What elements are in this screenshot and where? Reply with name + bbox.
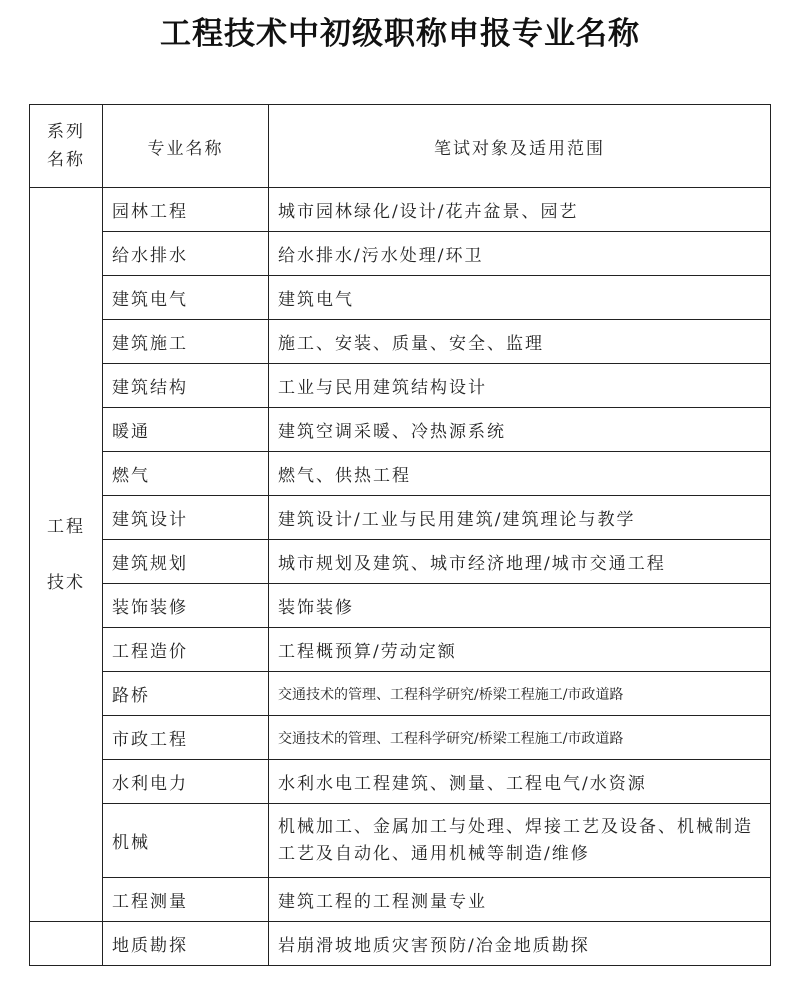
table-row	[30, 276, 771, 320]
scope-cell: 工程概预算/劳动定额	[269, 628, 771, 672]
table-row	[30, 672, 771, 716]
table-row	[30, 364, 771, 408]
header-major: 专业名称	[103, 105, 269, 188]
header-series	[30, 105, 103, 188]
table-row	[30, 628, 771, 672]
major-cell: 建筑规划	[103, 540, 269, 584]
major-cell: 建筑设计	[103, 496, 269, 540]
major-cell: 暖通	[103, 408, 269, 452]
scope-cell: 施工、安装、质量、安全、监理	[269, 320, 771, 364]
series-line2: 技术	[47, 572, 85, 593]
scope-cell: 建筑空调采暖、冷热源系统	[269, 408, 771, 452]
major-cell: 给水排水	[103, 232, 269, 276]
page-title: 工程技术中初级职称申报专业名称	[160, 16, 640, 52]
series-line1: 工程	[47, 516, 85, 537]
major-cell: 建筑电气	[103, 276, 269, 320]
table-row	[30, 584, 771, 628]
header-scope: 笔试对象及适用范围	[269, 105, 771, 188]
scope-cell: 城市规划及建筑、城市经济地理/城市交通工程	[269, 540, 771, 584]
table-row	[30, 716, 771, 760]
scope-cell: 工业与民用建筑结构设计	[269, 364, 771, 408]
major-cell: 路桥	[103, 672, 269, 716]
table-row	[30, 452, 771, 496]
major-cell: 地质勘探	[103, 922, 269, 966]
series-cell	[30, 188, 103, 922]
scope-cell: 机械加工、金属加工与处理、焊接工艺及设备、机械制造工艺及自动化、通用机械等制造/维修	[269, 804, 771, 878]
scope-cell: 交通技术的管理、工程科学研究/桥梁工程施工/市政道路	[269, 716, 771, 760]
scope-cell: 给水排水/污水处理/环卫	[269, 232, 771, 276]
major-cell: 机械	[103, 804, 269, 878]
major-cell: 装饰装修	[103, 584, 269, 628]
header-row	[30, 105, 771, 188]
scope-cell: 岩崩滑坡地质灾害预防/冶金地质勘探	[269, 922, 771, 966]
table-row	[30, 760, 771, 804]
major-cell: 市政工程	[103, 716, 269, 760]
scope-cell: 交通技术的管理、工程科学研究/桥梁工程施工/市政道路	[269, 672, 771, 716]
major-cell: 园林工程	[103, 188, 269, 232]
majors-table	[29, 104, 771, 966]
series-cell-empty	[30, 922, 103, 966]
major-cell: 工程测量	[103, 878, 269, 922]
scope-cell: 装饰装修	[269, 584, 771, 628]
scope-cell: 建筑工程的工程测量专业	[269, 878, 771, 922]
major-cell: 建筑结构	[103, 364, 269, 408]
table-row	[30, 320, 771, 364]
table-row	[30, 188, 771, 232]
scope-cell: 建筑电气	[269, 276, 771, 320]
scope-cell: 燃气、供热工程	[269, 452, 771, 496]
table-row	[30, 540, 771, 584]
header-series-line1: 系列	[47, 122, 85, 142]
scope-cell: 建筑设计/工业与民用建筑/建筑理论与教学	[269, 496, 771, 540]
table-row	[30, 878, 771, 922]
table-row	[30, 408, 771, 452]
header-series-line2: 名称	[47, 150, 85, 170]
table-row	[30, 232, 771, 276]
table-row	[30, 922, 771, 966]
scope-cell: 城市园林绿化/设计/花卉盆景、园艺	[269, 188, 771, 232]
major-cell: 水利电力	[103, 760, 269, 804]
major-cell: 建筑施工	[103, 320, 269, 364]
table-row	[30, 804, 771, 878]
table-row	[30, 496, 771, 540]
scope-cell: 水利水电工程建筑、测量、工程电气/水资源	[269, 760, 771, 804]
major-cell: 燃气	[103, 452, 269, 496]
major-cell: 工程造价	[103, 628, 269, 672]
